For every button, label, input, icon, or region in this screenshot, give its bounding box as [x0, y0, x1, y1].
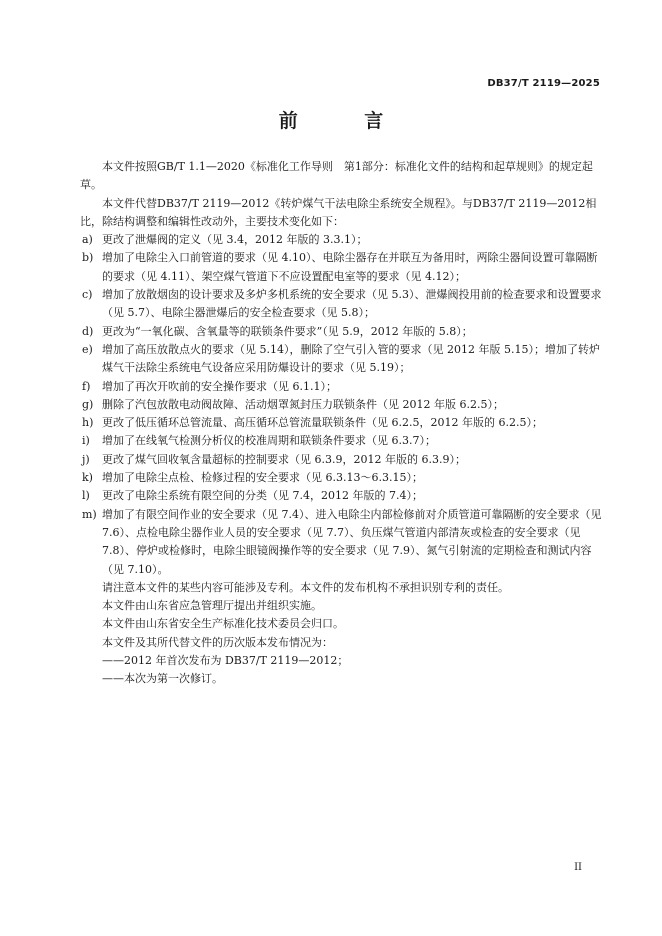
list-marker: i): [82, 434, 90, 448]
list-marker: e): [82, 342, 93, 356]
list-item-text: 删除了汽包放散电动阀故障、活动烟罩氮封压力联锁条件（见 2012 年版 6.2.5）；: [102, 397, 504, 411]
list-item-text: 增加了有限空间作业的安全要求（见 7.4）、进入电除尘内部检修前对介质管道可靠隔断的安全要求（见 7.6）、点检电除尘器作业人员的安全要求（见 7.7）、负压煤气管道内部清灰或检查的安全要求（见 7.8）、停炉或检修时，电除尘眼镜阀操作等的安全要求（见 7.9）、氮气引射流的定期检查和测试内容（见 7.10）。: [102, 507, 602, 576]
list-marker: l): [82, 489, 90, 503]
list-item-text: 增加了放散烟囱的设计要求及多炉多机系统的安全要求（见 5.3）、泄爆阀投用前的检查要求和设置要求（见 5.7）、电除尘器泄爆后的安全检查要求（见 5.8）；: [102, 288, 602, 320]
list-item-text: 增加了电除尘入口前管道的要求（见 4.10）、电除尘器存在并联互为备用时，两除尘器间设置可靠隔断的要求（见 4.11）、架空煤气管道下不应设置配电室等的要求（见 4.12）；: [102, 251, 598, 283]
page-number: II: [574, 862, 582, 873]
history-intro: 本文件及其所代替文件的历次版本发布情况为：: [102, 635, 333, 649]
list-item: [80, 414, 604, 432]
list-item: [80, 487, 604, 505]
list-item-text: 增加了再次开吹前的安全操作要求（见 6.1.1）；: [102, 379, 337, 393]
list-item: [80, 231, 604, 249]
list-marker: g): [82, 397, 94, 411]
list-item: [80, 396, 604, 414]
list-marker: h): [82, 416, 94, 430]
list-item: [80, 469, 604, 487]
list-item-text: 更改了煤气回收氧含量超标的控制要求（见 6.3.9，2012 年版的 6.3.9）；: [102, 452, 466, 466]
list-item: [80, 341, 604, 378]
change-list: [80, 231, 604, 579]
list-item: [80, 506, 604, 579]
list-item: [80, 451, 604, 469]
list-item: [80, 286, 604, 323]
foreword-body: [80, 158, 604, 689]
administrator-statement: 本文件由山东省安全生产标准化技术委员会归口。: [102, 617, 344, 631]
list-item-text: 增加了在线氧气检测分析仪的校准周期和联锁条件要求（见 6.3.7）；: [102, 434, 436, 448]
list-item-text: 增加了高压放散点火的要求（见 5.14），删除了空气引入管的要求（见 2012 年版 5.15）；增加了转炉煤气干法除尘系统电气设备应采用防爆设计的要求（见 5.19）；: [102, 342, 600, 375]
list-marker: b): [82, 251, 94, 265]
paragraph-basis: 本文件按照GB/T 1.1—2020《标准化工作导则 第1部分：标准化文件的结构和起草规则》的规定起草。: [80, 160, 593, 192]
list-item-text: 更改了泄爆阀的定义（见 3.4，2012 年版的 3.3.1）；: [102, 233, 368, 247]
standard-code: DB37/T 2119—2025: [487, 78, 600, 89]
list-item: [80, 323, 604, 341]
list-item-text: 更改了电除尘系统有限空间的分类（见 7.4，2012 年版的 7.4）；: [102, 489, 423, 503]
paragraph-replacement: 本文件代替DB37/T 2119—2012《转炉煤气干法电除尘系统安全规程》。与DB37/T 2119—2012相比，除结构调整和编辑性改动外，主要技术变化如下：: [80, 196, 597, 228]
list-item: [80, 378, 604, 396]
list-item-text: 更改了低压循环总管流量、高压循环总管流量联锁条件（见 6.2.5，2012 年版的 6.2.5）；: [102, 416, 543, 430]
list-marker: k): [82, 471, 93, 485]
page-title: 前 言: [278, 110, 414, 132]
history-entry: ——2012 年首次发布为 DB37/T 2119—2012；: [102, 654, 349, 668]
list-marker: m): [82, 507, 97, 521]
list-marker: j): [82, 452, 90, 466]
list-item-text: 更改为“一氧化碳、含氧量等的联锁条件要求”（见 5.9，2012 年版的 5.8）；: [102, 324, 473, 338]
list-item: [80, 249, 604, 286]
proposer-statement: 本文件由山东省应急管理厅提出并组织实施。: [102, 599, 322, 613]
list-item: [80, 432, 604, 450]
list-item-text: 增加了电除尘点检、检修过程的安全要求（见 6.3.13～6.3.15）；: [102, 471, 423, 485]
list-marker: d): [82, 324, 94, 338]
patent-notice: 请注意本文件的某些内容可能涉及专利。本文件的发布机构不承担识别专利的责任。: [102, 580, 509, 594]
history-entry: ——本次为第一次修订。: [102, 672, 223, 686]
list-marker: f): [82, 379, 91, 393]
list-marker: a): [82, 233, 93, 247]
list-marker: c): [82, 288, 93, 302]
